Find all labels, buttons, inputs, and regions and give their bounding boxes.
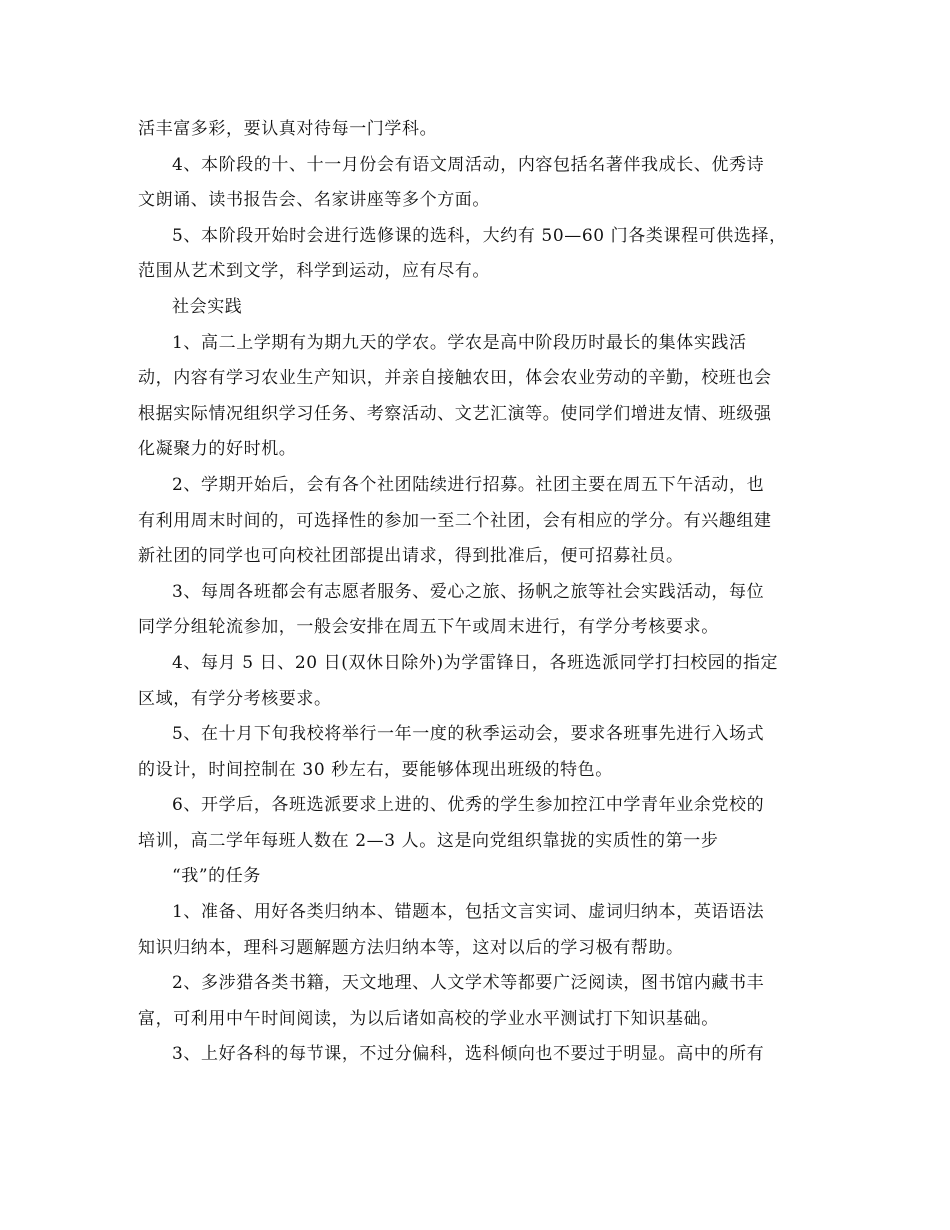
paragraph-start-line: 3、每周各班都会有志愿者服务、爱心之旅、扬帆之旅等社会实践活动，每位 [172,581,765,602]
paragraph-start-line: 3、上好各科的每节课，不过分偏科，选科倾向也不要过于明显。高中的所有 [172,1044,765,1065]
text-line: 化凝聚力的好时机。 [138,439,297,460]
text-line: 培训，高二学年每班人数在 2—3 人。这是向党组织靠拢的实质性的第一步 [138,830,719,851]
text-line: 活丰富多彩，要认真对待每一门学科。 [138,119,438,139]
paragraph-start-line: 2、学期开始后，会有各个社团陆续进行招募。社团主要在周五下午活动，也 [172,474,765,495]
document-body [138,112,818,1073]
paragraph-start-line: 1、高二上学期有为期九天的学农。学农是高中阶段历时最长的集体实践活 [172,332,747,353]
paragraph-start-line: 社会实践 [172,296,243,317]
text-line: 动，内容有学习农业生产知识，并亲自接触农田，体会农业劳动的辛勤，校班也会 [138,368,772,389]
text-line: 的设计，时间控制在 30 秒左右，要能够体现出班级的特色。 [138,759,613,780]
paragraph-start-line: “我”的任务 [172,866,261,887]
paragraph-start-line: 4、本阶段的十、十一月份会有语文周活动，内容包括名著伴我成长、优秀诗 [172,154,765,175]
text-line: 富，可利用中午时间阅读，为以后诸如高校的学业水平测试打下知识基础。 [138,1008,719,1029]
text-line: 范围从艺术到文学，科学到运动，应有尽有。 [138,261,490,282]
paragraph-start-line: 5、本阶段开始时会进行选修课的选科，大约有 50—60 门各类课程可供选择， [172,225,787,246]
text-line: 知识归纳本，理科习题解题方法归纳本等，这对以后的学习极有帮助。 [138,937,684,958]
text-line: 有利用周末时间的，可选择性的参加一至二个社团，会有相应的学分。有兴趣组建 [138,510,772,531]
text-line: 根据实际情况组织学习任务、考察活动、文艺汇演等。使同学们增进友情、班级强 [138,403,772,424]
text-line: 同学分组轮流参加，一般会安排在周五下午或周末进行，有学分考核要求。 [138,617,719,638]
text-line: 文朗诵、读书报告会、名家讲座等多个方面。 [138,190,490,211]
paragraph-start-line: 1、准备、用好各类归纳本、错题本，包括文言实词、虚词归纳本，英语语法 [172,902,765,923]
paragraph-start-line: 2、多涉猎各类书籍，天文地理、人文学术等都要广泛阅读，图书馆内藏书丰 [172,973,765,994]
paragraph-start-line: 5、在十月下旬我校将举行一年一度的秋季运动会，要求各班事先进行入场式 [172,724,765,745]
paragraph-start-line: 6、开学后，各班选派要求上进的、优秀的学生参加控江中学青年业余党校的 [172,795,765,816]
paragraph-start-line: 4、每月 5 日、20 日(双休日除外)为学雷锋日，各班选派同学打扫校园的指定 [172,652,779,673]
text-line: 新社团的同学也可向校社团部提出请求，得到批准后，便可招募社员。 [138,546,684,567]
text-line: 区域，有学分考核要求。 [138,688,332,709]
